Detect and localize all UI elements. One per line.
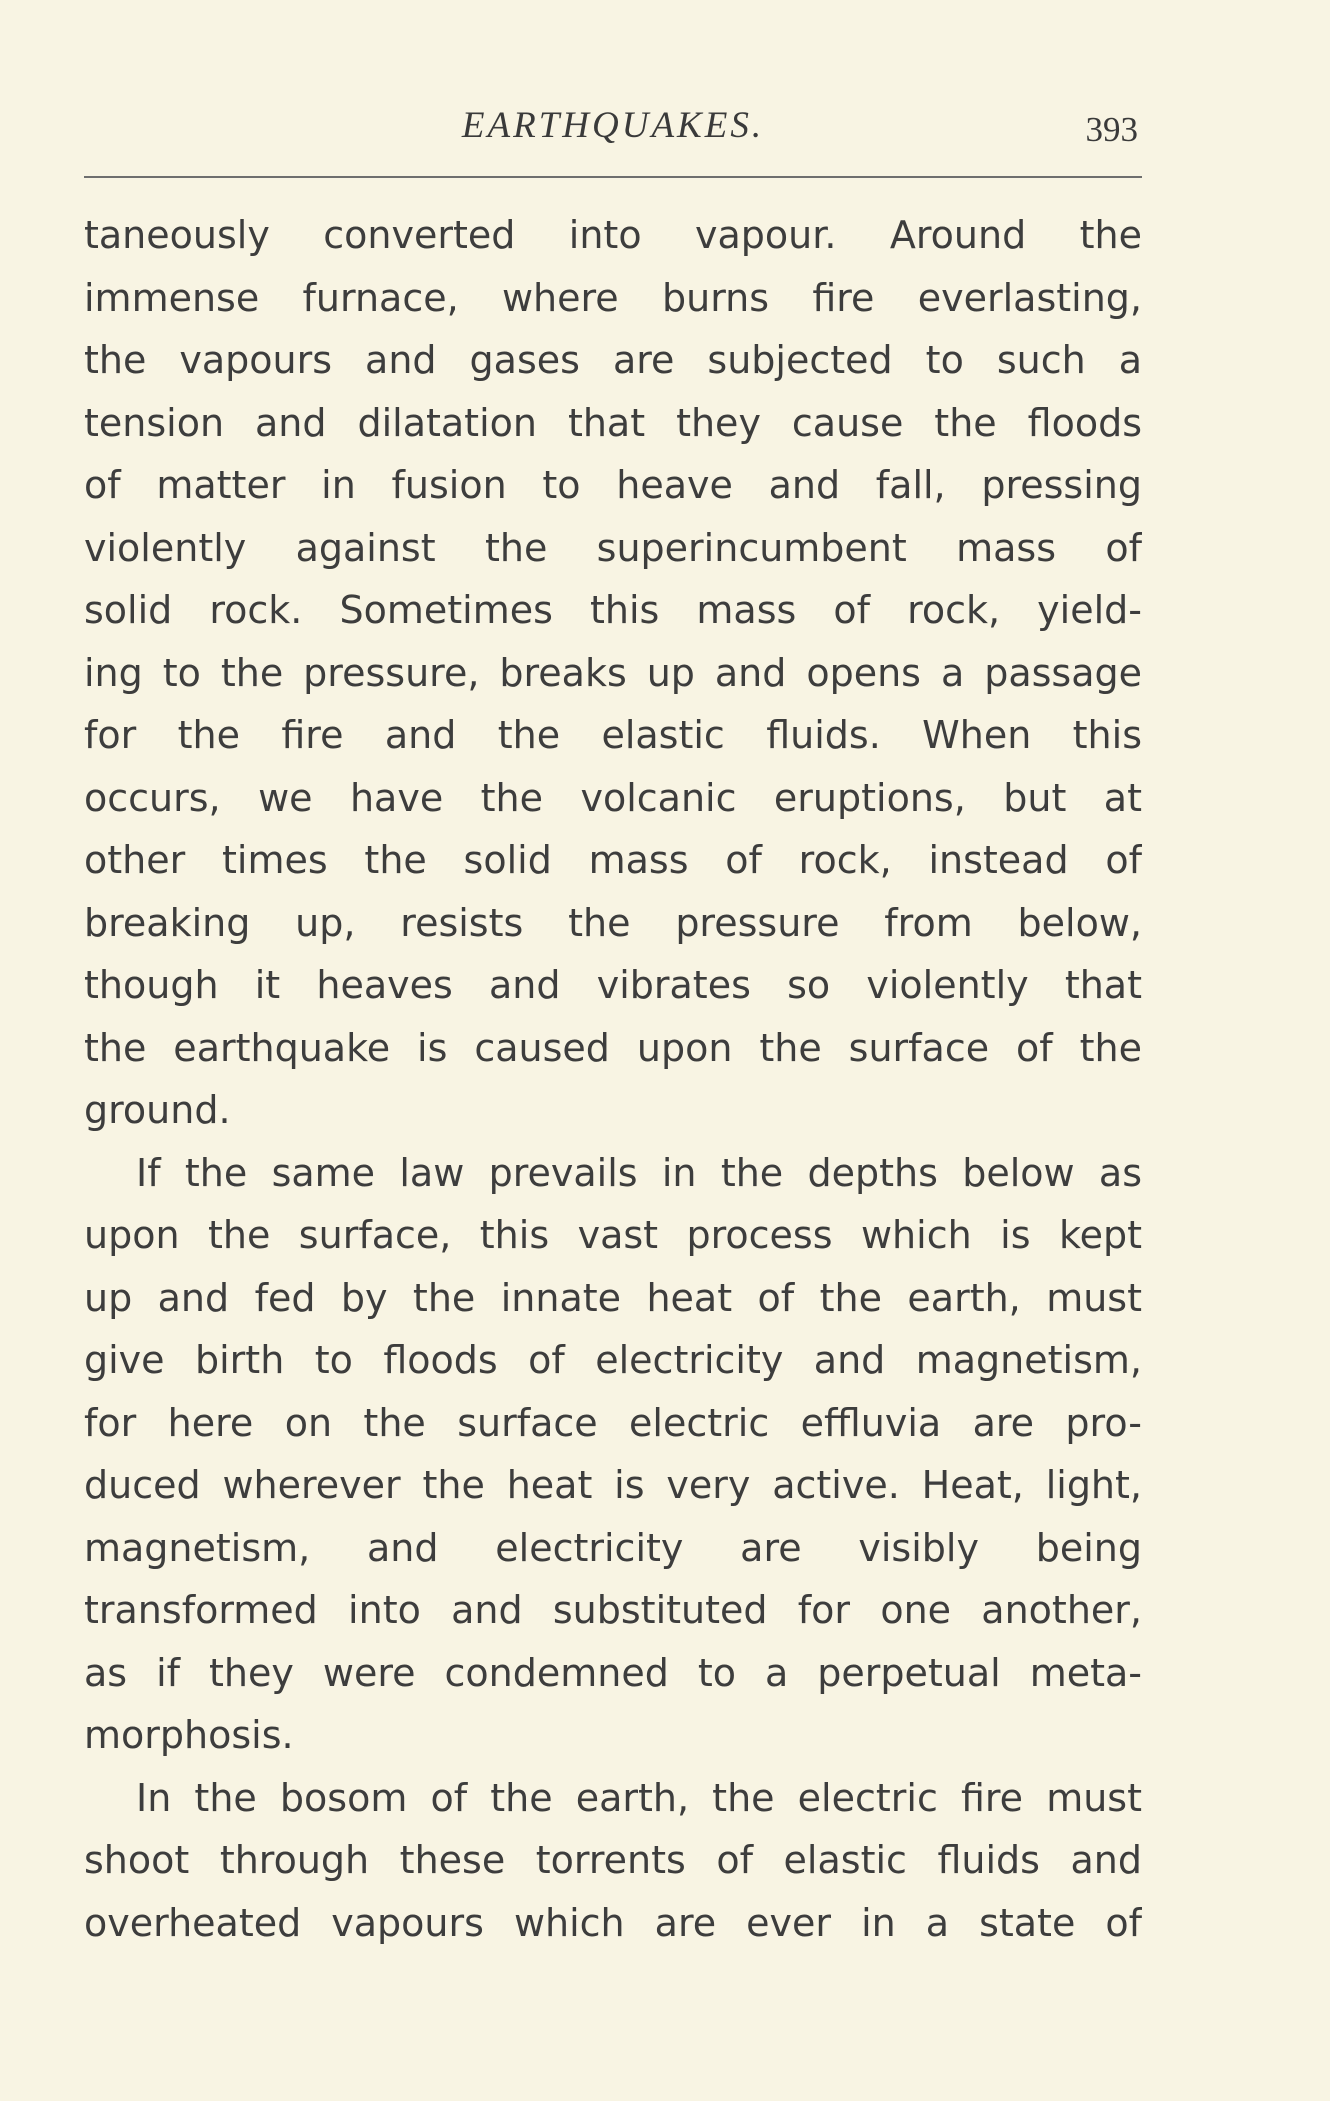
text-line: solid rock. Sometimes this mass of rock, yield- xyxy=(84,588,1142,632)
text-line: the earthquake is caused upon the surface of the xyxy=(84,1025,1142,1070)
text-line: tension and dilatation that they cause the floods xyxy=(84,400,1142,445)
paragraph-end-line: morphosis. xyxy=(84,1713,294,1757)
text-line: for the fire and the elastic fluids. When this xyxy=(84,713,1142,757)
text-line: upon the surface, this vast process which is kept xyxy=(84,1213,1142,1257)
paragraph-start-line: If the same law prevails in the depths below as xyxy=(136,1150,1142,1195)
text-line: transformed into and substituted for one another, xyxy=(84,1588,1142,1632)
text-line: magnetism, and electricity are visibly being xyxy=(84,1525,1142,1570)
paragraph-start-line: In the bosom of the earth, the electric fire must xyxy=(136,1775,1142,1820)
text-line: immense furnace, where burns fire everlasting, xyxy=(84,275,1142,320)
text-line: breaking up, resists the pressure from below, xyxy=(84,900,1142,945)
text-line: other times the solid mass of rock, instead of xyxy=(84,838,1142,882)
paragraph-end-line: ground. xyxy=(84,1088,231,1132)
running-head xyxy=(84,100,1142,160)
text-line: the vapours and gases are subjected to such a xyxy=(84,338,1142,382)
text-line: for here on the surface electric effluvia are pro- xyxy=(84,1400,1142,1445)
text-line: give birth to floods of electricity and magnetism, xyxy=(84,1338,1142,1382)
running-head-title: EARTHQUAKES. xyxy=(461,105,765,146)
text-line: though it heaves and vibrates so violently that xyxy=(84,963,1142,1007)
text-line: up and fed by the innate heat of the earth, must xyxy=(84,1275,1142,1320)
text-line: overheated vapours which are ever in a state of xyxy=(84,1900,1142,1945)
text-line: shoot through these torrents of elastic fluids and xyxy=(84,1838,1142,1882)
text-line: violently against the superincumbent mass of xyxy=(84,525,1142,570)
body-text xyxy=(84,204,1142,1954)
text-line: as if they were condemned to a perpetual meta- xyxy=(84,1650,1142,1695)
header-rule xyxy=(84,176,1142,178)
page-number: 393 xyxy=(1085,110,1138,149)
text-line: of matter in fusion to heave and fall, pressing xyxy=(84,463,1142,507)
text-line: ing to the pressure, breaks up and opens a passage xyxy=(84,650,1142,695)
text-line: duced wherever the heat is very active. Heat, light, xyxy=(84,1463,1142,1507)
text-line: taneously converted into vapour. Around the xyxy=(84,213,1142,257)
text-line: occurs, we have the volcanic eruptions, but at xyxy=(84,775,1142,820)
